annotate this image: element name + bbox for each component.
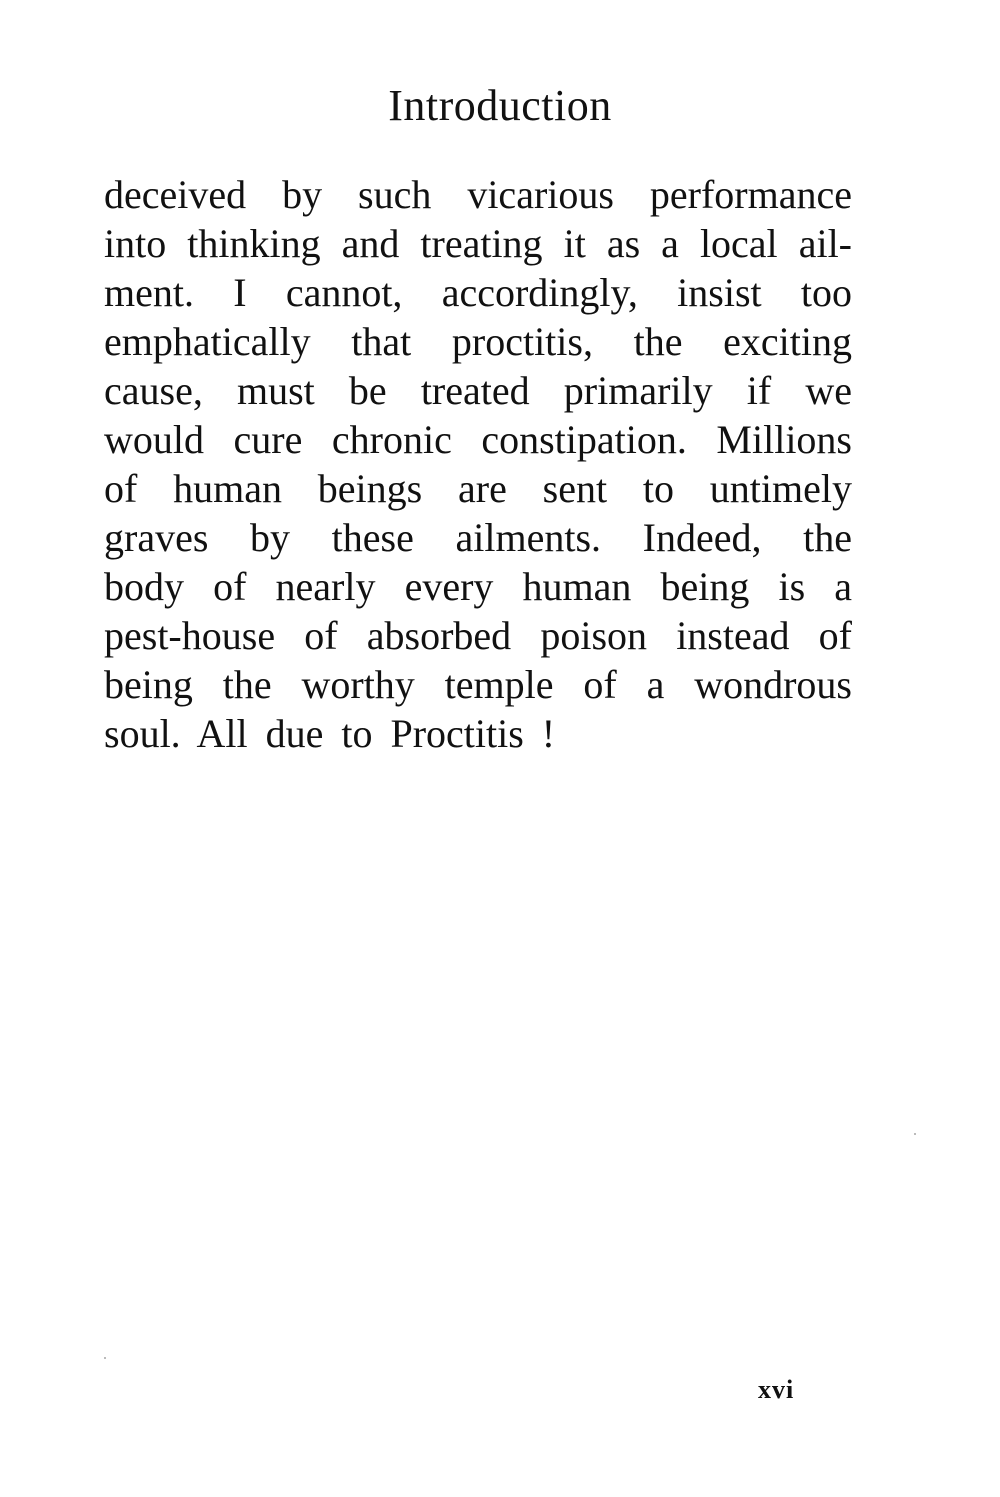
running-head-title: Introduction xyxy=(388,81,612,130)
text-line: graves by these ailments. Indeed, the xyxy=(104,515,852,560)
text-line: into thinking and treating it as a local ail- xyxy=(104,221,852,266)
text-line: cause, must be treated primarily if we xyxy=(104,368,852,413)
text-line: would cure chronic constipation. Millions xyxy=(104,417,852,462)
text-line: emphatically that proctitis, the exciting xyxy=(104,319,852,364)
text-line: of human beings are sent to untimely xyxy=(104,466,852,511)
body-paragraph xyxy=(104,170,852,758)
page-number: xvi xyxy=(758,1375,795,1404)
text-line: being the worthy temple of a wondrous xyxy=(104,662,852,707)
text-line-last: soul. All due to Proctitis ! xyxy=(104,711,556,756)
scan-speck xyxy=(104,1357,106,1359)
text-line: pest-house of absorbed poison instead of xyxy=(104,613,852,658)
text-line: deceived by such vicarious performance xyxy=(104,172,852,217)
text-line: body of nearly every human being is a xyxy=(104,564,852,609)
text-line: ment. I cannot, accordingly, insist too xyxy=(104,270,852,315)
scan-speck xyxy=(914,1133,916,1135)
